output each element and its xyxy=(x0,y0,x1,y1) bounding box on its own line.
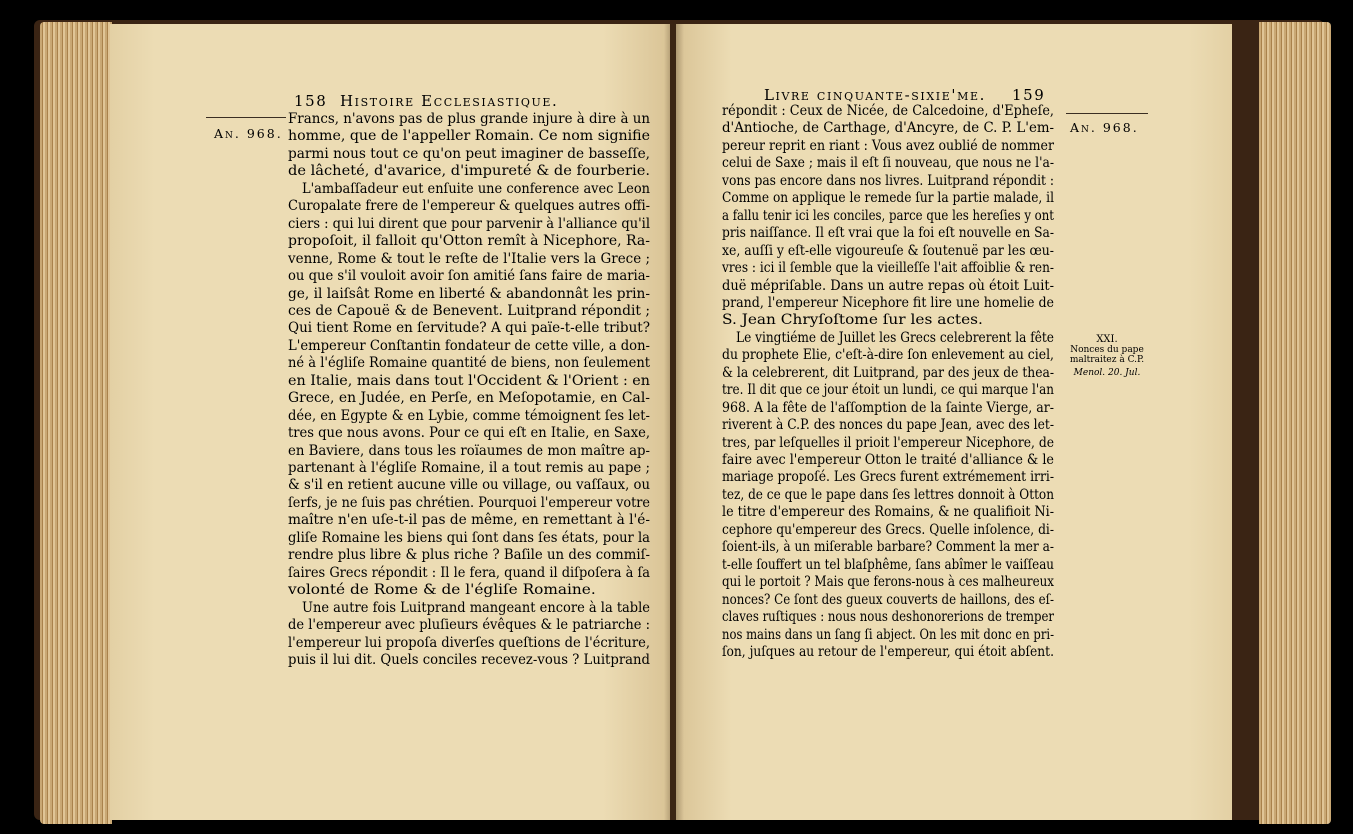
text-line: S. Jean Chryſoſtome ſur les actes. xyxy=(722,312,983,329)
text-line: ou que s'il vouloit avoir ſon amitié ſans faire de maria- xyxy=(288,268,650,285)
text-line: celui de Saxe ; mais il eſt ſi nouveau, que nous ne l'a- xyxy=(722,155,1054,172)
text-line: volonté de Rome & de l'égliſe Romaine. xyxy=(288,582,596,599)
text-line: en Baviere, dans tous les roïaumes de mon maître ap- xyxy=(288,442,650,459)
text-line: né à l'égliſe Romaine quantité de biens, non ſeulement xyxy=(288,355,650,372)
text-line: ciers : qui lui dirent que pour parvenir à l'alliance qu'il xyxy=(288,215,650,232)
text-line: t-elle ſouffert un tel blaſphême, ſans abîmer le vaiſſeau xyxy=(722,556,1054,573)
text-line: du prophete Elie, c'eſt-à-dire ſon enlevement au ciel, xyxy=(722,347,1054,364)
text-line: puis il lui dit. Quels conciles recevez-vous ? Luitprand xyxy=(288,651,650,668)
text-line: Curopalate frere de l'empereur & quelques autres offi- xyxy=(288,198,650,215)
text-line: duë mépriſable. Dans un autre repas où étoit Luit- xyxy=(722,277,1054,294)
text-line: tez, de ce que le pape dans ſes lettres donnoit à Otton xyxy=(722,486,1054,503)
text-line: mariage propoſé. Les Grecs furent extrémement irri- xyxy=(722,469,1054,486)
text-line: ſon, juſques au retour de l'empereur, qui étoit abſent. xyxy=(722,643,1054,660)
text-line: claves ruſtiques : nous nous deshonorerions de tremper xyxy=(722,609,1054,626)
text-line: Francs, n'avons pas de plus grande injure à dire à un xyxy=(288,111,650,127)
text-line: & la celebrerent, dit Luitprand, par des jeux de thea- xyxy=(722,364,1054,381)
right-margin-year: An. 968. xyxy=(1070,120,1139,135)
text-line: qui le portoit ? Mais que ferons-nous à ces malheureux xyxy=(722,574,1054,591)
text-line: Une autre fois Luitprand mangeant encore à la table xyxy=(302,599,650,616)
text-line: L'ambaſſadeur eut enſuite une conference avec Leon xyxy=(302,180,650,197)
text-line: le titre d'empereur des Romains, & ne qualifioit Ni- xyxy=(722,504,1054,521)
text-line: Le vingtiéme de Juillet les Grecs celebrerent la fête xyxy=(736,329,1054,346)
text-line: ſerfs, je ne ſuis pas chrétien. Pourquoi l'empereur votre xyxy=(288,494,650,511)
text-line: propoſoit, il falloit qu'Otton remît à Nicephore, Ra- xyxy=(288,233,650,250)
text-line: faire avec l'empereur Otton le traité d'alliance & le xyxy=(722,452,1054,468)
text-line: homme, que de l'appeller Romain. Ce nom signifie xyxy=(288,128,650,145)
text-line: nonces? Ce ſont des gueux couverts de haillons, des eſ- xyxy=(722,591,1054,608)
text-line: & s'il en retient aucune ville ou village, ou vaſſaux, ou xyxy=(288,477,650,494)
text-line: xe, auſſi y eſt-elle vigoureuſe & ſoutenuë par les œu- xyxy=(722,242,1054,259)
text-line: gliſe Romaine les biens qui ſont dans ſes états, pour la xyxy=(288,529,650,546)
text-line: parmi nous tout ce qu'on peut imaginer de basseſſe, xyxy=(288,145,650,162)
text-line: d'Antioche, de Carthage, d'Ancyre, de C. P. L'em- xyxy=(722,120,1054,137)
text-line: répondit : Ceux de Nicée, de Calcedoine, d'Epheſe, xyxy=(722,103,1054,119)
side-note-line-1: Nonces du pape xyxy=(1070,345,1144,355)
right-page-edges xyxy=(1259,22,1331,824)
text-line: tre. Il dit que ce jour étoit un lundi, ce qui marque l'an xyxy=(722,382,1054,399)
text-line: ſoient-ils, à un miſerable barbare? Comment la mer a- xyxy=(722,539,1054,556)
text-line: venne, Rome & tout le reſte de l'Italie vers la Grece ; xyxy=(288,250,650,267)
right-running-title: Livre cinquante-sixie'me. xyxy=(764,86,986,104)
text-line: rendre plus libre & plus riche ? Baſile un des commiſ- xyxy=(288,547,650,564)
text-line: nos mains dans un ſang ſi abject. On les mit donc en pri- xyxy=(722,626,1054,643)
left-running-title: Histoire Ecclesiastique. xyxy=(340,92,559,110)
text-line: cephore qu'empereur des Grecs. Quelle inſolence, di- xyxy=(722,521,1054,538)
text-line: de lâcheté, d'avarice, d'impureté & de fourberie. xyxy=(288,163,650,180)
side-note-line-2: maltraitez à C.P. xyxy=(1069,355,1145,365)
side-note-number: XXI. xyxy=(1096,334,1118,345)
book-gutter xyxy=(664,24,684,820)
text-line: prand, l'empereur Nicephore fit lire une homelie de xyxy=(722,294,1054,311)
text-line: L'empereur Conſtantin fondateur de cette ville, a don- xyxy=(288,337,650,354)
text-line: de l'empereur avec pluſieurs évêques & le patriarche : xyxy=(288,617,650,634)
text-line: Grece, en Judée, en Perſe, en Meſopotamie, en Cal- xyxy=(288,390,650,407)
text-line: en Italie, mais dans tout l'Occident & l'Orient : en xyxy=(288,372,650,389)
text-line: dée, en Egypte & en Lybie, comme témoignent ſes let- xyxy=(288,407,650,424)
text-line: Comme on applique le remede ſur la partie malade, il xyxy=(722,190,1054,207)
left-margin-rule xyxy=(206,117,286,118)
text-line: a fallu tenir ici les conciles, parce que les hereſies y ont xyxy=(722,207,1054,224)
text-line: ces de Capouë & de Benevent. Luitprand répondit ; xyxy=(288,302,650,319)
text-line: riverent à C.P. des nonces du pape Jean, avec des let- xyxy=(722,417,1054,434)
text-line: partenant à l'égliſe Romaine, il a tout remis au pape ; xyxy=(288,460,650,476)
text-line: pereur reprit en riant : Vous avez oublié de nommer xyxy=(722,137,1054,154)
left-margin-year: An. 968. xyxy=(214,126,283,141)
right-page-number: 159 xyxy=(1012,86,1046,104)
text-line: 968. A la fête de l'aſſomption de la ſainte Vierge, ar- xyxy=(722,399,1054,416)
text-line: vons pas encore dans nos livres. Luitprand répondit : xyxy=(722,172,1054,189)
right-margin-rule xyxy=(1066,113,1148,114)
text-line: Qui tient Rome en ſervitude? A qui païe-t-elle tribut? xyxy=(288,320,650,337)
side-note-ref: Menol. 20. Jul. xyxy=(1073,368,1141,378)
text-line: vres : ici il ſemble que la vieilleſſe l'ait affoiblie & ren- xyxy=(722,260,1054,277)
text-line: tres que nous avons. Pour ce qui eſt en Italie, en Saxe, xyxy=(288,425,650,442)
text-line: ge, il laiſsât Rome en liberté & abandonnât les prin- xyxy=(288,285,650,302)
left-page-edges xyxy=(40,22,112,824)
text-line: pris naiſſance. Il eſt vrai que la foi eſt nouvelle en Sa- xyxy=(722,225,1054,242)
text-line: ſaires Grecs répondit : Il le fera, quand il diſpoſera à ſa xyxy=(288,564,650,581)
left-page-number: 158 xyxy=(294,92,328,110)
text-line: l'empereur lui propoſa diverſes queſtions de l'écriture, xyxy=(288,634,650,651)
text-line: maître n'en uſe-t-il pas de même, en remettant à l'é- xyxy=(288,512,650,529)
text-line: tres, par leſquelles il prioit l'empereur Nicephore, de xyxy=(722,434,1054,451)
